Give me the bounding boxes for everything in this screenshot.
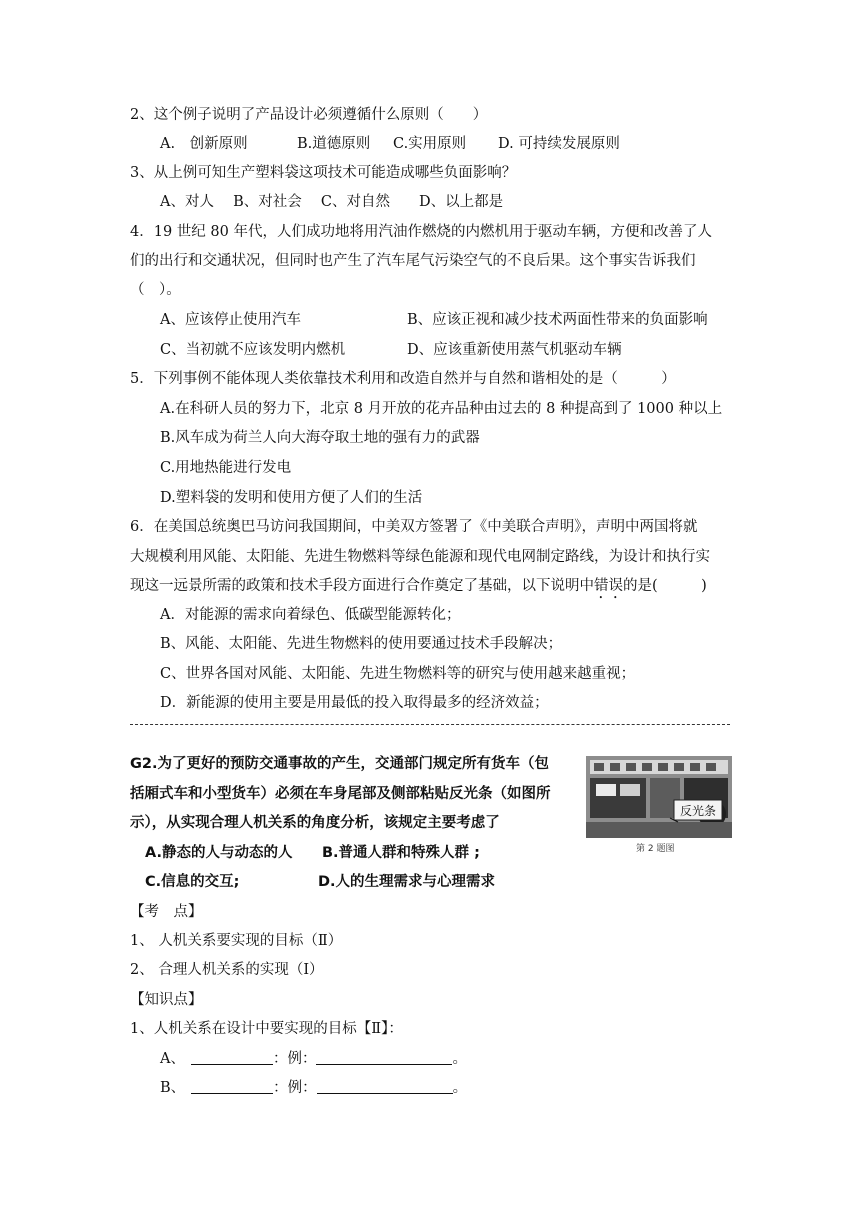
q6-emphasis-wrong: 错误 xyxy=(594,578,623,594)
example-label-a: ：例： xyxy=(272,1051,317,1067)
q6-option-c: C、世界各国对风能、太阳能、先进生物燃料等的研究与使用越来越重视； xyxy=(160,666,636,682)
truck-reflective-strip-photo xyxy=(586,756,732,838)
photo-caption: 第 2 题图 xyxy=(636,844,675,854)
fill-blank-a-example[interactable] xyxy=(316,1050,452,1065)
kaodian-item-2: 2、 合理人机关系的实现（Ⅰ） xyxy=(130,962,324,978)
row-b-end: 。 xyxy=(452,1080,468,1096)
q6-option-b: B、风能、太阳能、先进生物燃料的使用要通过技术手段解决； xyxy=(160,636,563,652)
q5-option-c: C.用地热能进行发电 xyxy=(160,460,292,476)
q6-line-2: 大规模利用风能、太阳能、先进生物燃料等绿色能源和现代电网制定路线，为设计和执行实 xyxy=(130,549,710,565)
g2-line-3: 示），从实现合理人机关系的角度分析，该规定主要考虑了 xyxy=(130,815,500,831)
fill-row-b xyxy=(160,1078,467,1098)
q6-line-1: 6．在美国总统奥巴马访问我国期间，中美双方签署了《中美联合声明》，声明中两国将就 xyxy=(130,519,698,535)
q6-line-3-post: 的是( ) xyxy=(623,578,707,594)
fill-blank-b-example[interactable] xyxy=(317,1079,453,1094)
q5-stem: 5．下列事例不能体现人类依靠技术利用和改造自然并与自然和谐相处的是（ ） xyxy=(130,371,676,387)
fill-row-a-label: A、 xyxy=(160,1051,185,1067)
q2-option-c: C.实用原则 xyxy=(393,136,467,152)
q5-option-d: D.塑料袋的发明和使用方便了人们的生活 xyxy=(160,490,423,506)
zhishi-heading: 【知识点】 xyxy=(130,992,203,1008)
g2-option-c: C.信息的交互; xyxy=(145,874,240,890)
q6-option-a: A．对能源的需求向着绿色、低碳型能源转化； xyxy=(160,607,461,623)
fill-row-b-label: B、 xyxy=(160,1080,186,1096)
q4-line-1: 4．19 世纪 80 年代，人们成功地将用汽油作燃烧的内燃机用于驱动车辆，方便和改善了人 xyxy=(130,224,712,240)
q6-option-d: D．新能源的使用主要是用最低的投入取得最多的经济效益； xyxy=(160,695,549,711)
q3-stem: 3、从上例可知生产塑料袋这项技术可能造成哪些负面影响？ xyxy=(130,165,517,181)
q6-line-3 xyxy=(130,576,707,602)
fill-row-a xyxy=(160,1049,467,1069)
q2-option-b: B.道德原则 xyxy=(297,136,371,152)
q3-options: A、对人 B、对社会 C、对自然 D、以上都是 xyxy=(160,194,504,210)
q2-option-d: D. 可持续发展原则 xyxy=(498,136,620,152)
kaodian-heading: 【考 点】 xyxy=(130,904,203,920)
photo-label-reflective-strip: 反光条 xyxy=(680,804,717,818)
g2-option-b: B.普通人群和特殊人群 ; xyxy=(322,845,480,861)
q4-line-3: （ ）。 xyxy=(130,282,181,298)
kaodian-item-1: 1、 人机关系要实现的目标（Ⅱ） xyxy=(130,933,343,949)
q2-stem: 2、这个例子说明了产品设计必须遵循什么原则（ ） xyxy=(130,107,488,123)
zhishi-item-1: 1、人机关系在设计中要实现的目标【Ⅱ】： xyxy=(130,1021,403,1037)
g2-option-a: A.静态的人与动态的人 xyxy=(145,845,293,861)
row-a-end: 。 xyxy=(452,1051,467,1067)
q5-option-b: B.风车成为荷兰人向大海夺取土地的强有力的武器 xyxy=(160,430,480,446)
q5-option-a: A.在科研人员的努力下，北京 8 月开放的花卉品种由过去的 8 种提高到了 1000 种以上 xyxy=(160,401,723,417)
g2-line-1: G2.为了更好的预防交通事故的产生，交通部门规定所有货车（包 xyxy=(130,756,549,772)
q4-option-c: C、当初就不应该发明内燃机 xyxy=(160,342,346,358)
section-divider xyxy=(130,724,730,725)
q4-line-2: 们的出行和交通状况，但同时也产生了汽车尾气污染空气的不良后果。这个事实告诉我们 xyxy=(130,253,696,269)
q6-line-3-pre: 现这一远景所需的政策和技术手段方面进行合作奠定了基础，以下说明中 xyxy=(130,578,594,594)
example-label-b: ：例： xyxy=(273,1080,317,1096)
g2-line-2: 括厢式车和小型货车）必须在车身尾部及侧部粘贴反光条（如图所 xyxy=(130,786,551,802)
q4-option-b: B、应该正视和减少技术两面性带来的负面影响 xyxy=(407,312,708,328)
q4-option-d: D、应该重新使用蒸气机驱动车辆 xyxy=(407,342,622,358)
g2-option-d: D.人的生理需求与心理需求 xyxy=(318,874,496,890)
q2-option-a: A. 创新原则 xyxy=(160,136,248,152)
fill-blank-b-goal[interactable] xyxy=(191,1079,273,1094)
q4-option-a: A、应该停止使用汽车 xyxy=(160,312,301,328)
fill-blank-a-goal[interactable] xyxy=(191,1050,273,1065)
